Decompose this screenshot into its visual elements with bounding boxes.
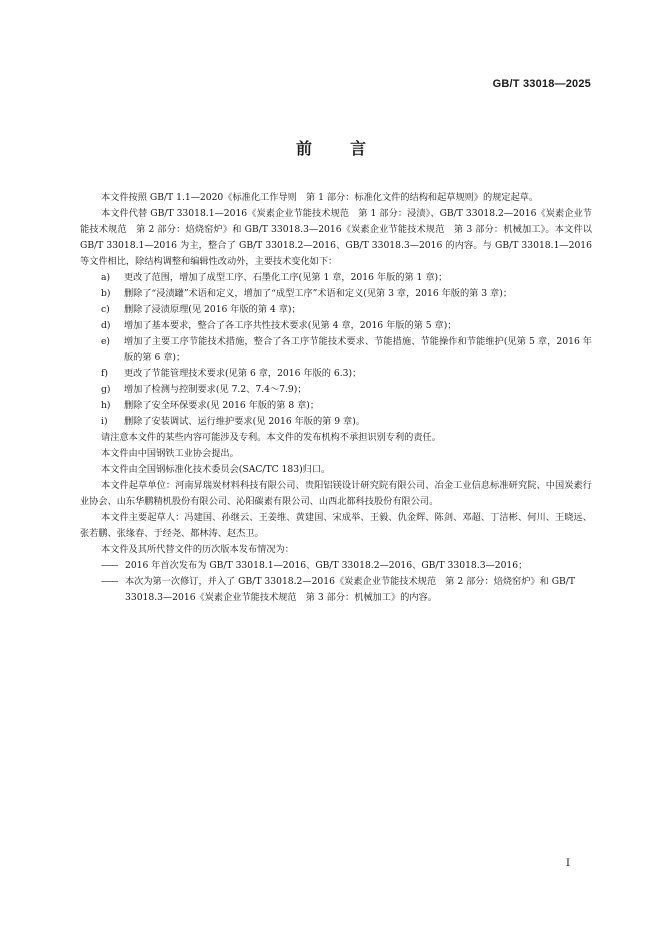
list-label: e): [101, 336, 111, 347]
list-item: [80, 398, 592, 414]
page-title: 前言: [295, 139, 404, 158]
standard-code: GB/T 33018—2025: [492, 78, 591, 90]
list-label: d): [101, 320, 111, 331]
paragraph: 本文件按照 GB/T 1.1—2020《标准化工作导则 第 1 部分：标准化文件的结构和起草规则》的规定起草。: [101, 192, 539, 203]
list-label: c): [101, 304, 110, 315]
list-label: i): [101, 416, 108, 427]
paragraph: 本文件起草单位：河南昇瑞炭材料科技有限公司、贵阳铝镁设计研究院有限公司、冶金工业信息标准研究院、中国炭素行业协会、山东华鹏精机股份有限公司、沁阳碳素有限公司、山西北都科技股份有限公司。: [80, 480, 592, 507]
list-text: 增加了主要工序节能技术措施，整合了各工序节能技术要求、节能措施、节能操作和节能维护(见第 5 章，2016 年版的第 6 章)；: [124, 336, 592, 363]
list-text: 增加了检测与控制要求(见 7.2、7.4～7.9)；: [124, 384, 307, 395]
dash-mark: ——: [101, 560, 118, 571]
list-item: [80, 270, 592, 286]
paragraph: 请注意本文件的某些内容可能涉及专利。本文件的发布机构不承担识别专利的责任。: [101, 432, 441, 443]
foreword-body: [80, 190, 592, 606]
list-item: [80, 302, 592, 318]
list-label: a): [101, 272, 111, 283]
history-item: [80, 558, 592, 574]
list-text: 删除了安全环保要求(见 2016 年版的第 8 章)；: [124, 400, 320, 411]
paragraph: 本文件由中国钢铁工业协会提出。: [101, 448, 239, 459]
list-label: b): [101, 288, 111, 299]
history-text: 2016 年首次发布为 GB/T 33018.1—2016、GB/T 33018.2—2016、GB/T 33018.3—2016；: [125, 560, 528, 571]
list-text: 更改了范围，增加了成型工序、石墨化工序(见第 1 章，2016 年版的第 1 章)；: [124, 272, 448, 283]
list-item: [80, 366, 592, 382]
list-text: 更改了节能管理技术要求(见第 6 章，2016 年版的 6.3)；: [124, 368, 362, 379]
paragraph: 本文件由全国钢标准化技术委员会(SAC/TC 183)归口。: [101, 464, 331, 475]
page-number: I: [566, 858, 570, 869]
list-label: h): [101, 400, 111, 411]
paragraph: 本文件代替 GB/T 33018.1—2016《炭素企业节能技术规范 第 1 部分：浸渍》、GB/T 33018.2—2016《炭素企业节能技术规范 第 2 部分：焙烧窑炉》和 GB/T 33018.3—2016《炭素企业节能技术规范 第 3 部分：机械加工》。本文件以 GB/T 33018.1—2016 为主，整合了 GB/T 33018.2—2016、GB/T 33018.3—2016 的内容。与 GB/T 33018.1—2016 等文件相比，除结构调整和编辑性改动外，主要技术变化如下：: [80, 208, 592, 267]
list-text: 删除了安装调试、运行维护要求(见 2016 年版的第 9 章)。: [124, 416, 366, 427]
history-item: [80, 574, 592, 606]
list-label: g): [101, 384, 111, 395]
list-text: 增加了基本要求，整合了各工序共性技术要求(见第 4 章，2016 年版的第 5 章)；: [124, 320, 457, 331]
list-item: [80, 318, 592, 334]
list-label: f): [101, 368, 108, 379]
list-item: [80, 382, 592, 398]
list-item: [80, 414, 592, 430]
list-text: 删除了“浸渍罐”术语和定义，增加了“成型工序”术语和定义(见第 3 章，2016 年版的第 3 章)；: [124, 288, 513, 299]
paragraph: 本文件及其所代替文件的历次版本发布情况为：: [101, 544, 294, 555]
list-item: [80, 334, 592, 366]
list-item: [80, 286, 592, 302]
paragraph: 本文件主要起草人：冯建国、孙继云、王姜维、黄建国、宋成举、王毅、仇金辉、陈剑、邓超、丁洁彬、何川、王晓远、张若鹏、张缘春、于经尧、都林涛、赵杰卫。: [80, 512, 592, 539]
list-text: 删除了浸渍原理(见 2016 年版的第 4 章)；: [124, 304, 301, 315]
history-text: 本次为第一次修订，并入了 GB/T 33018.2—2016《炭素企业节能技术规范 第 2 部分：焙烧窑炉》和 GB/T 33018.3—2016《炭素企业节能技术规范 第 3 部分：机械加工》的内容。: [125, 576, 576, 603]
dash-mark: ——: [101, 576, 118, 587]
